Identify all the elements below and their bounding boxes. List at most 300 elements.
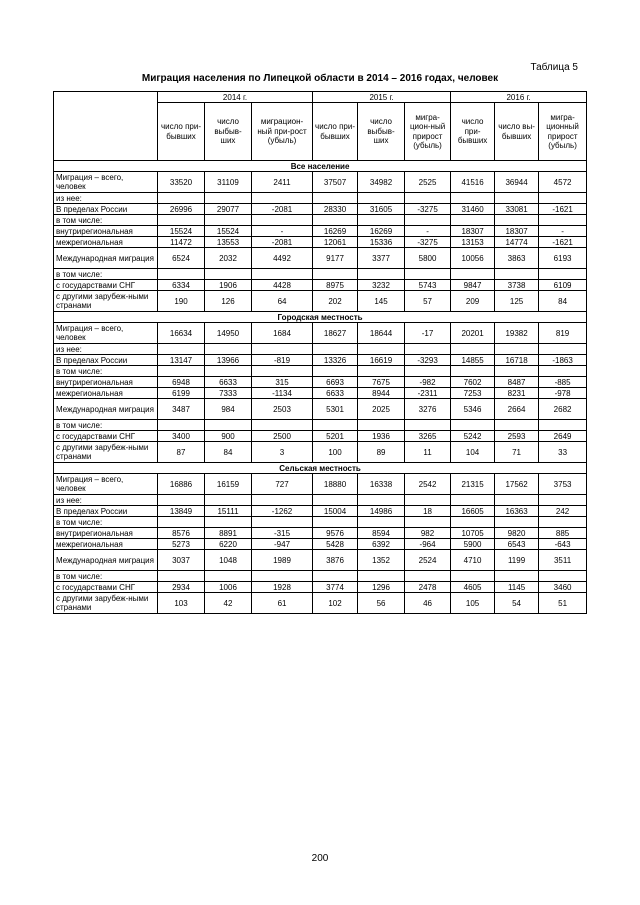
row-label: с другими зарубеж-ными странами <box>54 442 158 463</box>
table-cell: 2500 <box>252 431 313 442</box>
row-label: В пределах России <box>54 355 158 366</box>
column-header: число при-бывших <box>451 103 495 161</box>
table-cell: 8487 <box>495 377 539 388</box>
table-cell: 6633 <box>205 377 252 388</box>
table-cell: 61 <box>252 593 313 614</box>
table-label: Таблица 5 <box>530 62 578 73</box>
table-cell: 5900 <box>451 539 495 550</box>
table-cell <box>495 366 539 377</box>
table-cell <box>405 571 451 582</box>
table-cell: 19382 <box>495 323 539 344</box>
table-cell <box>158 344 205 355</box>
table-cell: 3511 <box>539 550 587 571</box>
table-cell: 3 <box>252 442 313 463</box>
table-cell: 11472 <box>158 237 205 248</box>
table-cell: 84 <box>539 291 587 312</box>
table-cell: 126 <box>205 291 252 312</box>
table-cell: 15524 <box>158 226 205 237</box>
table-cell: 16269 <box>313 226 358 237</box>
column-header: число выбыв-ших <box>205 103 252 161</box>
table-title: Миграция населения по Липецкой области в 2014 – 2016 годах, человек <box>141 73 499 84</box>
table-cell: 1684 <box>252 323 313 344</box>
row-label: в том числе: <box>54 366 158 377</box>
table-cell <box>252 366 313 377</box>
table-cell: 16605 <box>451 506 495 517</box>
table-cell: -3293 <box>405 355 451 366</box>
row-label: внутрирегиональная <box>54 226 158 237</box>
table-cell <box>158 366 205 377</box>
table-row <box>54 431 587 442</box>
table-row <box>54 506 587 517</box>
table-cell: 7253 <box>451 388 495 399</box>
table-cell <box>358 366 405 377</box>
row-label: из нее: <box>54 344 158 355</box>
table-cell: 819 <box>539 323 587 344</box>
table-cell <box>205 495 252 506</box>
table-row <box>54 291 587 312</box>
row-label: с другими зарубеж-ными странами <box>54 291 158 312</box>
table-cell: 18307 <box>495 226 539 237</box>
table-row <box>54 528 587 539</box>
table-cell: 102 <box>313 593 358 614</box>
column-header: число при-бывших <box>313 103 358 161</box>
table-cell <box>539 193 587 204</box>
table-cell <box>205 420 252 431</box>
table-cell: 13849 <box>158 506 205 517</box>
table-cell <box>205 571 252 582</box>
table-cell: 2032 <box>205 248 252 269</box>
table-row <box>54 442 587 463</box>
table-cell <box>451 517 495 528</box>
table-cell <box>158 420 205 431</box>
row-label: в том числе: <box>54 571 158 582</box>
table-cell: 54 <box>495 593 539 614</box>
table-row <box>54 280 587 291</box>
table-cell: 36944 <box>495 172 539 193</box>
row-label: межрегиональная <box>54 539 158 550</box>
table-cell <box>539 517 587 528</box>
table-cell: 6199 <box>158 388 205 399</box>
row-label: Миграция – всего, человек <box>54 323 158 344</box>
table-cell <box>451 420 495 431</box>
table-cell: 8975 <box>313 280 358 291</box>
table-cell: -819 <box>252 355 313 366</box>
table-cell: 6543 <box>495 539 539 550</box>
header-corner <box>54 92 158 161</box>
table-body <box>54 161 587 614</box>
row-label: Миграция – всего, человек <box>54 172 158 193</box>
row-label: внутрирегиональная <box>54 377 158 388</box>
table-cell: 16338 <box>358 474 405 495</box>
table-cell: -1134 <box>252 388 313 399</box>
table-row <box>54 571 587 582</box>
table-cell: -885 <box>539 377 587 388</box>
table-cell: 727 <box>252 474 313 495</box>
table-cell: 209 <box>451 291 495 312</box>
table-cell <box>358 193 405 204</box>
table-cell <box>158 571 205 582</box>
table-cell <box>405 517 451 528</box>
section-title: Сельская местность <box>54 463 587 474</box>
table-row <box>54 399 587 420</box>
table-cell: 87 <box>158 442 205 463</box>
table-cell: 15336 <box>358 237 405 248</box>
table-cell: 5428 <box>313 539 358 550</box>
table-cell <box>313 571 358 582</box>
table-cell: 202 <box>313 291 358 312</box>
table-cell <box>205 344 252 355</box>
table-cell: 900 <box>205 431 252 442</box>
table-cell <box>252 571 313 582</box>
table-cell: 4428 <box>252 280 313 291</box>
table-cell: 28330 <box>313 204 358 215</box>
table-cell <box>405 495 451 506</box>
table-cell: -3275 <box>405 204 451 215</box>
table-cell: - <box>252 226 313 237</box>
table-cell <box>358 420 405 431</box>
table-cell <box>539 344 587 355</box>
table-cell: 4710 <box>451 550 495 571</box>
table-cell: -982 <box>405 377 451 388</box>
table-cell: 3487 <box>158 399 205 420</box>
table-cell: 982 <box>405 528 451 539</box>
table-cell: 3037 <box>158 550 205 571</box>
table-cell: 13153 <box>451 237 495 248</box>
table-cell <box>158 517 205 528</box>
column-header: миграцион-ный при-рост (убыль) <box>252 103 313 161</box>
table-cell: 6392 <box>358 539 405 550</box>
row-label: В пределах России <box>54 204 158 215</box>
table-row <box>54 539 587 550</box>
table-cell: 16159 <box>205 474 252 495</box>
row-label: в том числе: <box>54 269 158 280</box>
table-cell: 64 <box>252 291 313 312</box>
row-label: с государствами СНГ <box>54 280 158 291</box>
table-cell: 16634 <box>158 323 205 344</box>
row-label: с государствами СНГ <box>54 582 158 593</box>
migration-table <box>53 91 587 614</box>
table-row <box>54 550 587 571</box>
table-cell: 13326 <box>313 355 358 366</box>
table-cell: 14855 <box>451 355 495 366</box>
table-cell <box>539 366 587 377</box>
table-row <box>54 593 587 614</box>
table-cell: 15111 <box>205 506 252 517</box>
table-cell: -17 <box>405 323 451 344</box>
table-cell: 2934 <box>158 582 205 593</box>
table-cell <box>358 344 405 355</box>
table-cell <box>451 215 495 226</box>
table-cell: 1145 <box>495 582 539 593</box>
table-cell: 105 <box>451 593 495 614</box>
table-cell: -315 <box>252 528 313 539</box>
table-cell <box>358 269 405 280</box>
table-cell: 14774 <box>495 237 539 248</box>
table-cell: 4572 <box>539 172 587 193</box>
table-cell <box>539 420 587 431</box>
table-row <box>54 420 587 431</box>
table-cell: -964 <box>405 539 451 550</box>
table-cell: 2664 <box>495 399 539 420</box>
table-cell <box>252 193 313 204</box>
table-cell: -3275 <box>405 237 451 248</box>
table-row <box>54 204 587 215</box>
row-label: с государствами СНГ <box>54 431 158 442</box>
table-row <box>54 193 587 204</box>
table-cell <box>495 495 539 506</box>
table-cell: 1006 <box>205 582 252 593</box>
table-cell: 1048 <box>205 550 252 571</box>
table-cell: 3276 <box>405 399 451 420</box>
table-cell <box>495 269 539 280</box>
table-cell: 18307 <box>451 226 495 237</box>
row-label: из нее: <box>54 495 158 506</box>
table-cell: 145 <box>358 291 405 312</box>
row-label: межрегиональная <box>54 388 158 399</box>
table-cell: 6220 <box>205 539 252 550</box>
table-cell <box>451 366 495 377</box>
row-label: Международная миграция <box>54 399 158 420</box>
table-cell: 16269 <box>358 226 405 237</box>
table-cell: 5743 <box>405 280 451 291</box>
table-cell: 29077 <box>205 204 252 215</box>
table-cell <box>158 193 205 204</box>
table-cell: 6109 <box>539 280 587 291</box>
year-header: 2015 г. <box>313 92 451 103</box>
table-row <box>54 388 587 399</box>
column-header: мигра-цион-ный прирост (убыль) <box>405 103 451 161</box>
table-cell <box>405 269 451 280</box>
row-label: межрегиональная <box>54 237 158 248</box>
table-cell <box>539 571 587 582</box>
table-row <box>54 323 587 344</box>
column-header: число выбыв-ших <box>358 103 405 161</box>
table-cell: 18644 <box>358 323 405 344</box>
table-cell: 8594 <box>358 528 405 539</box>
table-cell: - <box>539 226 587 237</box>
table-cell: 242 <box>539 506 587 517</box>
table-cell: 8944 <box>358 388 405 399</box>
table-cell <box>205 215 252 226</box>
table-cell: 33 <box>539 442 587 463</box>
table-cell: 9576 <box>313 528 358 539</box>
table-cell: 16886 <box>158 474 205 495</box>
table-cell <box>313 517 358 528</box>
table-cell: 12061 <box>313 237 358 248</box>
table-cell <box>539 269 587 280</box>
table-cell: 9820 <box>495 528 539 539</box>
table-cell <box>205 193 252 204</box>
year-header: 2014 г. <box>158 92 313 103</box>
table-cell: 2542 <box>405 474 451 495</box>
table-row <box>54 377 587 388</box>
table-cell <box>313 215 358 226</box>
table-cell: 16363 <box>495 506 539 517</box>
table-cell <box>358 495 405 506</box>
table-cell: 16619 <box>358 355 405 366</box>
table-cell: 9177 <box>313 248 358 269</box>
table-cell: 71 <box>495 442 539 463</box>
table-cell <box>313 344 358 355</box>
table-cell: 33520 <box>158 172 205 193</box>
table-cell: 1296 <box>358 582 405 593</box>
table-cell: 57 <box>405 291 451 312</box>
table-row <box>54 172 587 193</box>
table-cell: -947 <box>252 539 313 550</box>
table-cell: 2593 <box>495 431 539 442</box>
table-cell <box>205 517 252 528</box>
table-cell <box>405 420 451 431</box>
table-cell: 10705 <box>451 528 495 539</box>
table-cell: 315 <box>252 377 313 388</box>
table-cell: 18627 <box>313 323 358 344</box>
table-cell <box>313 269 358 280</box>
table-cell: 1989 <box>252 550 313 571</box>
table-cell: -2311 <box>405 388 451 399</box>
table-row <box>54 237 587 248</box>
table-cell: 3232 <box>358 280 405 291</box>
table-cell <box>495 571 539 582</box>
table-cell: 42 <box>205 593 252 614</box>
table-cell: 33081 <box>495 204 539 215</box>
table-cell: 1352 <box>358 550 405 571</box>
table-cell: -1863 <box>539 355 587 366</box>
table-cell: 125 <box>495 291 539 312</box>
table-cell: 15524 <box>205 226 252 237</box>
row-label: в том числе: <box>54 215 158 226</box>
table-row <box>54 366 587 377</box>
table-cell: 5346 <box>451 399 495 420</box>
table-cell <box>252 344 313 355</box>
table-cell <box>313 495 358 506</box>
table-cell: 2411 <box>252 172 313 193</box>
table-cell <box>405 344 451 355</box>
table-cell: 1199 <box>495 550 539 571</box>
table-cell: 103 <box>158 593 205 614</box>
table-cell <box>313 420 358 431</box>
table-cell <box>252 517 313 528</box>
table-cell: 3738 <box>495 280 539 291</box>
table-cell: 5273 <box>158 539 205 550</box>
table-cell: 51 <box>539 593 587 614</box>
table-cell: 89 <box>358 442 405 463</box>
row-label: В пределах России <box>54 506 158 517</box>
table-cell: 11 <box>405 442 451 463</box>
table-cell: 14986 <box>358 506 405 517</box>
section-row <box>54 161 587 172</box>
table-cell: 8231 <box>495 388 539 399</box>
table-cell: 8891 <box>205 528 252 539</box>
table-row <box>54 355 587 366</box>
table-cell: 3377 <box>358 248 405 269</box>
table-cell: 3753 <box>539 474 587 495</box>
table-cell: 31109 <box>205 172 252 193</box>
table-cell: 3265 <box>405 431 451 442</box>
table-row <box>54 582 587 593</box>
table-cell: -643 <box>539 539 587 550</box>
table-cell: 2649 <box>539 431 587 442</box>
table-cell <box>158 269 205 280</box>
table-cell <box>451 571 495 582</box>
table-cell: -1621 <box>539 204 587 215</box>
table-cell: 5242 <box>451 431 495 442</box>
row-label: внутрирегиональная <box>54 528 158 539</box>
row-label: в том числе: <box>54 517 158 528</box>
table-cell: 18 <box>405 506 451 517</box>
table-cell <box>451 269 495 280</box>
table-cell <box>495 517 539 528</box>
table-cell: -2081 <box>252 204 313 215</box>
table-cell: 37507 <box>313 172 358 193</box>
table-cell: 2478 <box>405 582 451 593</box>
table-cell: 6193 <box>539 248 587 269</box>
table-cell: - <box>405 226 451 237</box>
table-cell: 18880 <box>313 474 358 495</box>
table-cell: -1262 <box>252 506 313 517</box>
table-cell <box>539 215 587 226</box>
table-cell: 5201 <box>313 431 358 442</box>
table-cell: 6693 <box>313 377 358 388</box>
table-cell: 31460 <box>451 204 495 215</box>
table-cell: 13553 <box>205 237 252 248</box>
table-cell: 26996 <box>158 204 205 215</box>
table-row <box>54 226 587 237</box>
table-cell: 1928 <box>252 582 313 593</box>
table-cell: 13966 <box>205 355 252 366</box>
table-cell <box>405 366 451 377</box>
table-cell: 3460 <box>539 582 587 593</box>
table-cell <box>205 269 252 280</box>
table-cell: 2503 <box>252 399 313 420</box>
table-cell: 984 <box>205 399 252 420</box>
row-label: Международная миграция <box>54 248 158 269</box>
table-cell: 2025 <box>358 399 405 420</box>
section-row <box>54 312 587 323</box>
table-cell: 34982 <box>358 172 405 193</box>
table-row <box>54 474 587 495</box>
column-header: число вы-бывших <box>495 103 539 161</box>
table-cell <box>313 193 358 204</box>
table-cell: 7333 <box>205 388 252 399</box>
table-cell: 9847 <box>451 280 495 291</box>
table-cell: 3876 <box>313 550 358 571</box>
table-cell <box>539 495 587 506</box>
row-label: Международная миграция <box>54 550 158 571</box>
table-cell: 46 <box>405 593 451 614</box>
table-cell: 4492 <box>252 248 313 269</box>
table-row <box>54 269 587 280</box>
row-label: в том числе: <box>54 420 158 431</box>
column-header: мигра-ционный прирост (убыль) <box>539 103 587 161</box>
table-cell <box>358 517 405 528</box>
table-cell: -1621 <box>539 237 587 248</box>
table-cell <box>252 495 313 506</box>
table-cell: 7675 <box>358 377 405 388</box>
row-label: Миграция – всего, человек <box>54 474 158 495</box>
table-cell <box>358 215 405 226</box>
table-cell: 100 <box>313 442 358 463</box>
table-cell: 6524 <box>158 248 205 269</box>
table-cell <box>451 495 495 506</box>
table-cell: 7602 <box>451 377 495 388</box>
table-cell: 41516 <box>451 172 495 193</box>
table-cell: 13147 <box>158 355 205 366</box>
table-cell: 104 <box>451 442 495 463</box>
table-cell <box>205 366 252 377</box>
table-cell <box>313 366 358 377</box>
column-header: число при-бывших <box>158 103 205 161</box>
table-cell <box>451 344 495 355</box>
